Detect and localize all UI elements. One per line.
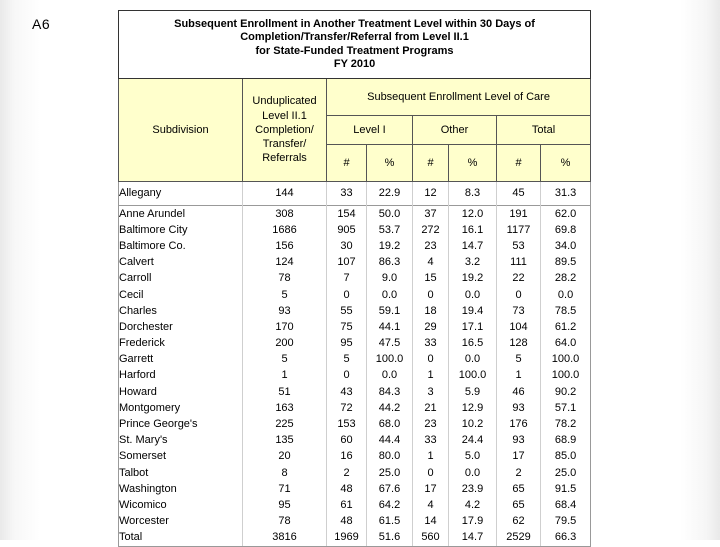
row-total-count: 0 (497, 287, 541, 303)
table-row (119, 465, 591, 481)
row-other-percent: 0.0 (449, 287, 497, 303)
row-level-i-percent: 9.0 (367, 271, 413, 287)
row-total-count: 17 (497, 449, 541, 465)
row-level-i-percent: 80.0 (367, 449, 413, 465)
table-row (119, 336, 591, 352)
row-level-i-count: 75 (327, 319, 367, 335)
row-subdivision: Total (119, 530, 243, 547)
row-level-i-count: 107 (327, 255, 367, 271)
row-level-i-percent: 61.5 (367, 514, 413, 530)
row-total-percent: 69.8 (541, 222, 591, 238)
row-level-i-percent: 53.7 (367, 222, 413, 238)
row-total-percent: 78.5 (541, 303, 591, 319)
table-row (119, 416, 591, 432)
row-other-count: 33 (413, 433, 449, 449)
row-subdivision: Carroll (119, 271, 243, 287)
row-total-percent: 90.2 (541, 384, 591, 400)
row-unduplicated: 3816 (243, 530, 327, 547)
row-level-i-percent: 44.1 (367, 319, 413, 335)
row-total-percent: 91.5 (541, 481, 591, 497)
header-unduplicated-line: Completion/ (255, 123, 314, 136)
row-subdivision: Washington (119, 481, 243, 497)
row-total-count: 1177 (497, 222, 541, 238)
row-other-count: 1 (413, 449, 449, 465)
row-level-i-count: 48 (327, 514, 367, 530)
row-total-count: 93 (497, 400, 541, 416)
row-other-percent: 10.2 (449, 416, 497, 432)
row-other-percent: 19.2 (449, 271, 497, 287)
row-level-i-count: 1969 (327, 530, 367, 547)
table-title (119, 11, 591, 79)
row-other-count: 23 (413, 416, 449, 432)
row-total-percent: 66.3 (541, 530, 591, 547)
row-total-count: 111 (497, 255, 541, 271)
row-unduplicated: 170 (243, 319, 327, 335)
row-level-i-percent: 86.3 (367, 255, 413, 271)
row-level-i-percent: 44.2 (367, 400, 413, 416)
row-total-count: 46 (497, 384, 541, 400)
header-total: Total (497, 116, 591, 145)
table-row (119, 287, 591, 303)
row-total-percent: 79.5 (541, 514, 591, 530)
row-subdivision: Wicomico (119, 497, 243, 513)
header-unduplicated-line: Referrals (262, 152, 307, 165)
row-other-percent: 16.5 (449, 336, 497, 352)
row-other-count: 0 (413, 287, 449, 303)
row-level-i-count: 60 (327, 433, 367, 449)
row-level-i-count: 16 (327, 449, 367, 465)
row-unduplicated: 200 (243, 336, 327, 352)
row-other-percent: 8.3 (449, 182, 497, 206)
row-unduplicated: 93 (243, 303, 327, 319)
row-total-count: 1 (497, 368, 541, 384)
row-level-i-percent: 19.2 (367, 238, 413, 254)
row-level-i-percent: 51.6 (367, 530, 413, 547)
row-level-i-percent: 25.0 (367, 465, 413, 481)
table-row (119, 352, 591, 368)
row-other-percent: 0.0 (449, 352, 497, 368)
row-total-count: 45 (497, 182, 541, 206)
row-subdivision: Harford (119, 368, 243, 384)
row-other-percent: 100.0 (449, 368, 497, 384)
row-total-count: 191 (497, 206, 541, 223)
header-unduplicated-line: Transfer/ (262, 138, 307, 151)
row-other-count: 272 (413, 222, 449, 238)
row-subdivision: St. Mary's (119, 433, 243, 449)
row-other-count: 560 (413, 530, 449, 547)
row-unduplicated: 78 (243, 514, 327, 530)
row-other-percent: 17.1 (449, 319, 497, 335)
slide-label: A6 (32, 16, 51, 32)
table-row (119, 319, 591, 335)
row-total-count: 65 (497, 497, 541, 513)
row-subdivision: Prince George's (119, 416, 243, 432)
row-unduplicated: 5 (243, 287, 327, 303)
enrollment-table (118, 10, 591, 547)
row-total-count: 65 (497, 481, 541, 497)
row-subdivision: Somerset (119, 449, 243, 465)
row-other-count: 1 (413, 368, 449, 384)
row-total-percent: 68.9 (541, 433, 591, 449)
row-level-i-percent: 59.1 (367, 303, 413, 319)
row-total-percent: 89.5 (541, 255, 591, 271)
row-level-i-count: 153 (327, 416, 367, 432)
row-other-count: 23 (413, 238, 449, 254)
row-level-i-percent: 22.9 (367, 182, 413, 206)
row-total-percent: 34.0 (541, 238, 591, 254)
table-row (119, 514, 591, 530)
row-level-i-count: 905 (327, 222, 367, 238)
row-subdivision: Dorchester (119, 319, 243, 335)
row-other-count: 0 (413, 465, 449, 481)
row-other-count: 29 (413, 319, 449, 335)
header-unduplicated (243, 79, 327, 182)
row-subdivision: Calvert (119, 255, 243, 271)
row-other-percent: 3.2 (449, 255, 497, 271)
row-total-percent: 57.1 (541, 400, 591, 416)
row-level-i-percent: 64.2 (367, 497, 413, 513)
row-total-count: 62 (497, 514, 541, 530)
row-level-i-count: 33 (327, 182, 367, 206)
header-total-percent: % (541, 145, 591, 182)
row-total-percent: 25.0 (541, 465, 591, 481)
row-subdivision: Charles (119, 303, 243, 319)
row-unduplicated: 5 (243, 352, 327, 368)
title-line: Subsequent Enrollment in Another Treatment Level within 30 Days of (174, 18, 535, 31)
row-unduplicated: 95 (243, 497, 327, 513)
row-level-i-percent: 67.6 (367, 481, 413, 497)
row-unduplicated: 51 (243, 384, 327, 400)
row-total-percent: 78.2 (541, 416, 591, 432)
row-total-count: 22 (497, 271, 541, 287)
table-row (119, 303, 591, 319)
row-level-i-percent: 68.0 (367, 416, 413, 432)
row-total-percent: 100.0 (541, 352, 591, 368)
row-total-percent: 64.0 (541, 336, 591, 352)
row-unduplicated: 1686 (243, 222, 327, 238)
table-row (119, 449, 591, 465)
row-level-i-percent: 100.0 (367, 352, 413, 368)
row-unduplicated: 124 (243, 255, 327, 271)
row-unduplicated: 144 (243, 182, 327, 206)
row-unduplicated: 163 (243, 400, 327, 416)
row-other-percent: 12.9 (449, 400, 497, 416)
title-line: for State-Funded Treatment Programs (255, 44, 454, 57)
row-other-count: 15 (413, 271, 449, 287)
row-other-percent: 0.0 (449, 465, 497, 481)
row-unduplicated: 8 (243, 465, 327, 481)
row-level-i-count: 61 (327, 497, 367, 513)
row-unduplicated: 308 (243, 206, 327, 223)
row-level-i-percent: 0.0 (367, 287, 413, 303)
row-other-percent: 4.2 (449, 497, 497, 513)
row-subdivision: Frederick (119, 336, 243, 352)
row-level-i-count: 72 (327, 400, 367, 416)
row-total-percent: 0.0 (541, 287, 591, 303)
row-total-count: 176 (497, 416, 541, 432)
header-level-i: Level I (327, 116, 413, 145)
row-level-i-percent: 44.4 (367, 433, 413, 449)
row-other-count: 12 (413, 182, 449, 206)
row-total-count: 128 (497, 336, 541, 352)
row-total-count: 93 (497, 433, 541, 449)
row-level-i-percent: 47.5 (367, 336, 413, 352)
table-row (119, 182, 591, 206)
row-level-i-percent: 50.0 (367, 206, 413, 223)
row-unduplicated: 1 (243, 368, 327, 384)
title-line: Completion/Transfer/Referral from Level II.1 (240, 31, 469, 44)
table-row (119, 384, 591, 400)
table-row (119, 497, 591, 513)
table-row (119, 368, 591, 384)
row-subdivision: Talbot (119, 465, 243, 481)
row-subdivision: Cecil (119, 287, 243, 303)
row-total-count: 5 (497, 352, 541, 368)
table-row (119, 222, 591, 238)
row-other-percent: 14.7 (449, 238, 497, 254)
row-unduplicated: 71 (243, 481, 327, 497)
row-level-i-count: 30 (327, 238, 367, 254)
row-other-percent: 5.0 (449, 449, 497, 465)
table-row (119, 206, 591, 223)
row-level-i-count: 95 (327, 336, 367, 352)
row-total-count: 2529 (497, 530, 541, 547)
row-other-percent: 23.9 (449, 481, 497, 497)
header-unduplicated-line: Level II.1 (262, 109, 307, 122)
row-level-i-count: 0 (327, 287, 367, 303)
row-total-percent: 68.4 (541, 497, 591, 513)
row-total-percent: 85.0 (541, 449, 591, 465)
row-other-percent: 17.9 (449, 514, 497, 530)
row-level-i-count: 55 (327, 303, 367, 319)
row-unduplicated: 135 (243, 433, 327, 449)
row-unduplicated: 225 (243, 416, 327, 432)
row-unduplicated: 156 (243, 238, 327, 254)
row-other-percent: 24.4 (449, 433, 497, 449)
table-row (119, 255, 591, 271)
row-level-i-count: 48 (327, 481, 367, 497)
header-level-i-percent: % (367, 145, 413, 182)
row-other-percent: 5.9 (449, 384, 497, 400)
row-subdivision: Allegany (119, 182, 243, 206)
row-subdivision: Baltimore City (119, 222, 243, 238)
table-row (119, 481, 591, 497)
row-other-count: 21 (413, 400, 449, 416)
header-other-count: # (413, 145, 449, 182)
header-other-percent: % (449, 145, 497, 182)
row-other-count: 33 (413, 336, 449, 352)
row-other-count: 18 (413, 303, 449, 319)
row-other-percent: 12.0 (449, 206, 497, 223)
row-level-i-count: 0 (327, 368, 367, 384)
header-level-i-count: # (327, 145, 367, 182)
row-subdivision: Montgomery (119, 400, 243, 416)
row-level-i-percent: 0.0 (367, 368, 413, 384)
row-level-i-count: 5 (327, 352, 367, 368)
row-unduplicated: 78 (243, 271, 327, 287)
table-row-total (119, 530, 591, 547)
row-other-count: 4 (413, 255, 449, 271)
row-total-percent: 61.2 (541, 319, 591, 335)
header-total-count: # (497, 145, 541, 182)
row-other-count: 37 (413, 206, 449, 223)
row-total-percent: 62.0 (541, 206, 591, 223)
row-unduplicated: 20 (243, 449, 327, 465)
row-other-percent: 16.1 (449, 222, 497, 238)
header-subsequent-enrollment: Subsequent Enrollment Level of Care (327, 79, 591, 116)
row-level-i-count: 154 (327, 206, 367, 223)
row-other-percent: 19.4 (449, 303, 497, 319)
table-row (119, 238, 591, 254)
row-other-count: 3 (413, 384, 449, 400)
header-unduplicated-line: Unduplicated (252, 95, 317, 108)
title-line: FY 2010 (333, 57, 376, 70)
row-total-count: 53 (497, 238, 541, 254)
row-subdivision: Worcester (119, 514, 243, 530)
row-total-percent: 28.2 (541, 271, 591, 287)
row-level-i-count: 2 (327, 465, 367, 481)
row-level-i-percent: 84.3 (367, 384, 413, 400)
row-total-count: 2 (497, 465, 541, 481)
row-total-count: 104 (497, 319, 541, 335)
row-other-count: 14 (413, 514, 449, 530)
row-subdivision: Howard (119, 384, 243, 400)
row-subdivision: Garrett (119, 352, 243, 368)
table-row (119, 400, 591, 416)
row-total-percent: 31.3 (541, 182, 591, 206)
row-level-i-count: 43 (327, 384, 367, 400)
row-subdivision: Baltimore Co. (119, 238, 243, 254)
header-other: Other (413, 116, 497, 145)
table-row (119, 433, 591, 449)
row-total-percent: 100.0 (541, 368, 591, 384)
row-total-count: 73 (497, 303, 541, 319)
row-level-i-count: 7 (327, 271, 367, 287)
header-subdivision: Subdivision (119, 79, 243, 182)
row-other-count: 0 (413, 352, 449, 368)
row-other-count: 4 (413, 497, 449, 513)
row-subdivision: Anne Arundel (119, 206, 243, 223)
table-row (119, 271, 591, 287)
row-other-count: 17 (413, 481, 449, 497)
row-other-percent: 14.7 (449, 530, 497, 547)
